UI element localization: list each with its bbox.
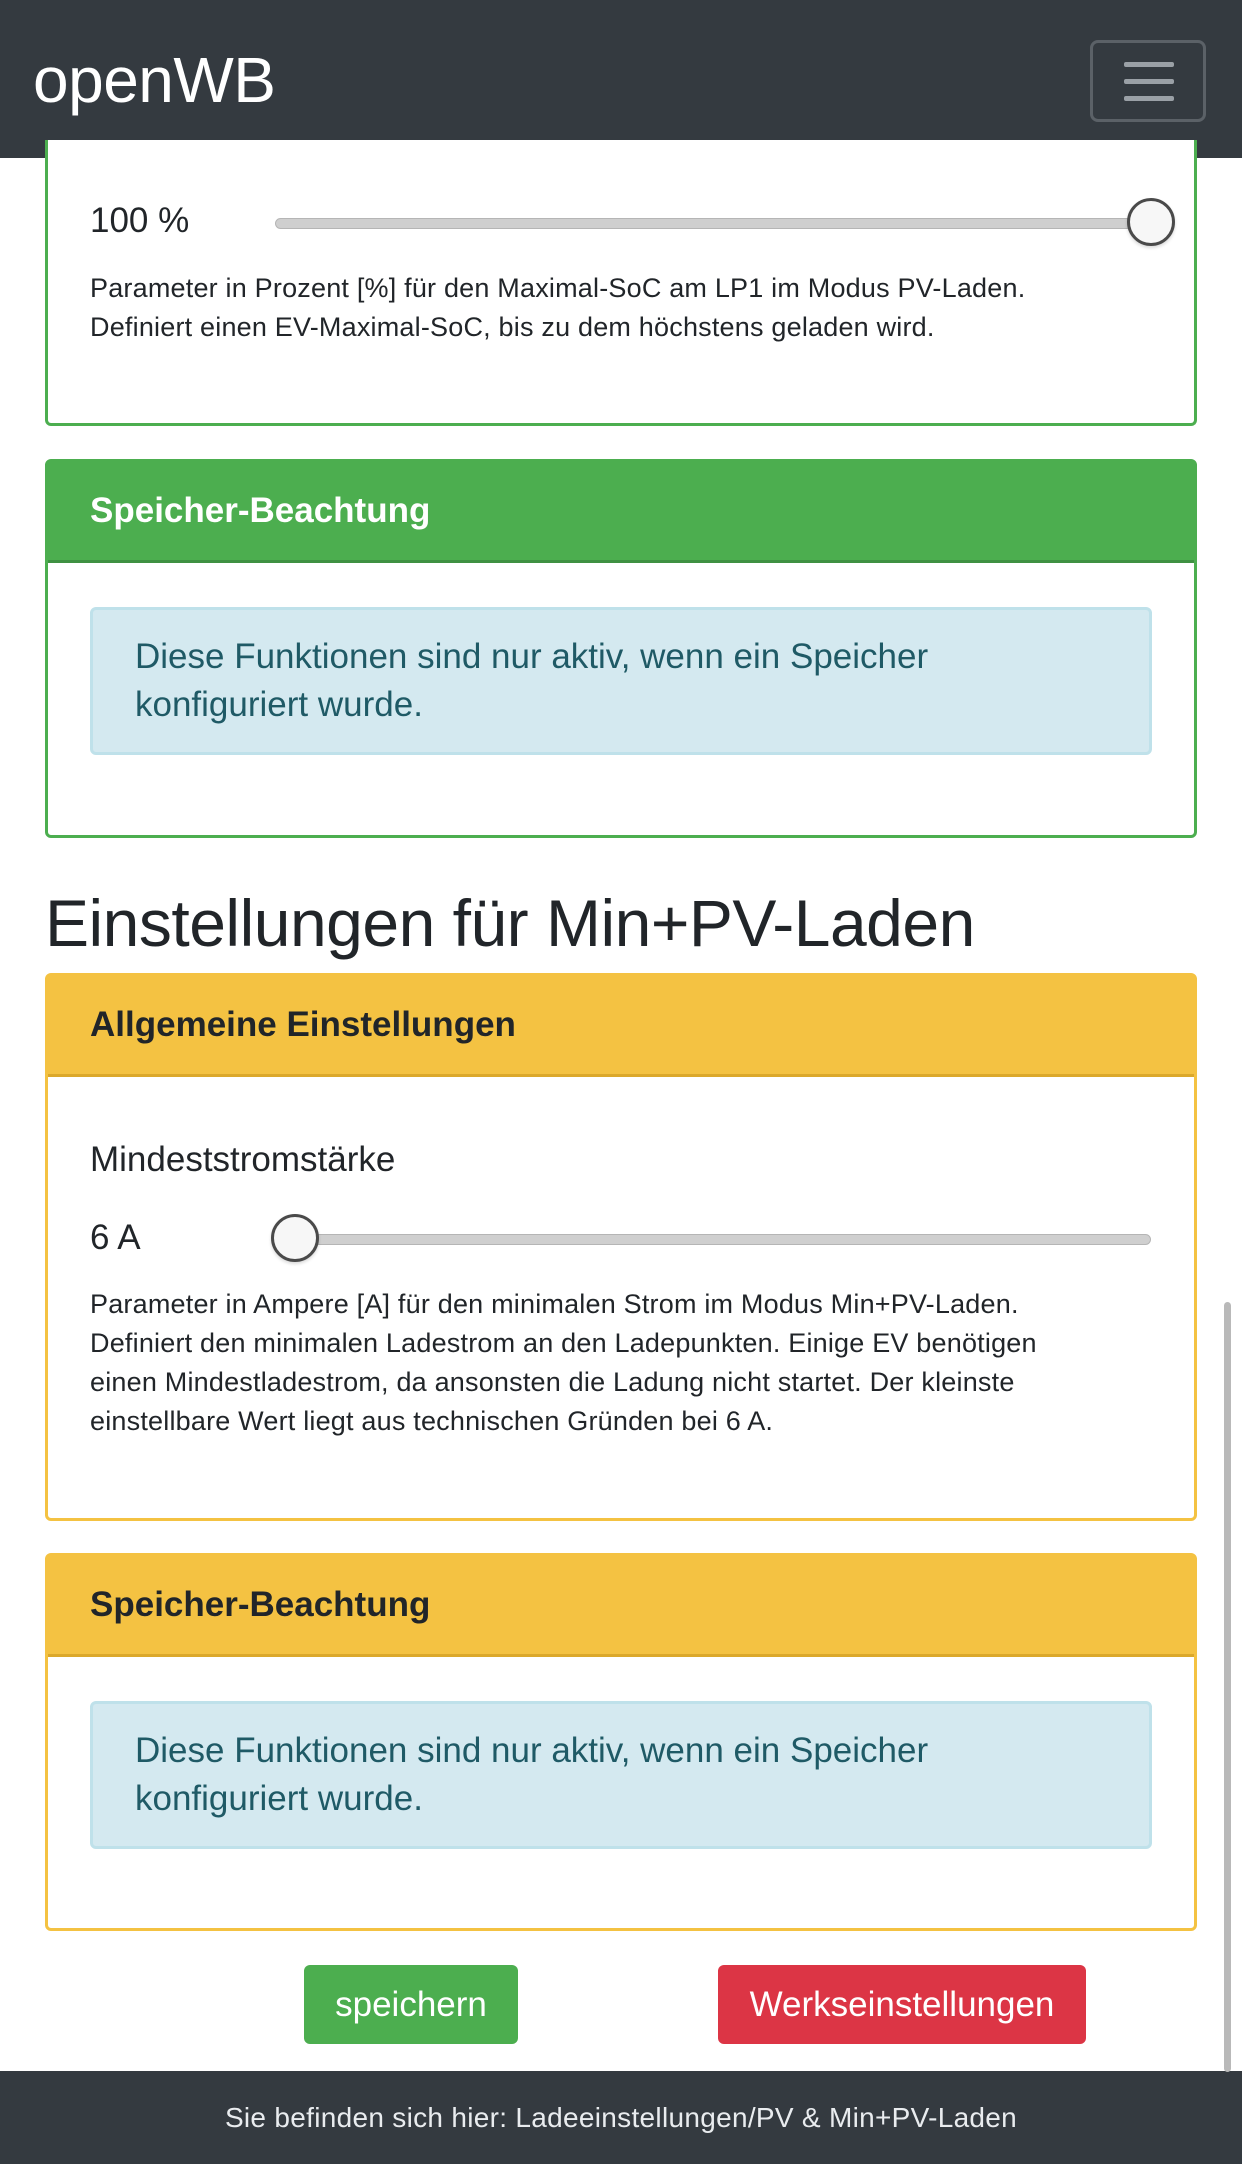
max-soc-help-line2: Definiert einen EV-Maximal-SoC, bis zu dem höchstens geladen wird.: [90, 312, 935, 342]
alert-text-line1: Diese Funktionen sind nur aktiv, wenn ein Speicher: [135, 1731, 929, 1770]
max-soc-value: 100 %: [90, 201, 190, 240]
min-current-help-line1: Parameter in Ampere [A] für den minimalen Strom im Modus Min+PV-Laden.: [90, 1289, 1019, 1319]
pv-speicher-card-title: Speicher-Beachtung: [48, 462, 1194, 563]
min-current-label: Mindeststromstärke: [90, 1140, 396, 1179]
minpv-general-card-title: Allgemeine Einstellungen: [48, 976, 1194, 1077]
navbar: [0, 0, 1242, 158]
slider-track[interactable]: [295, 1234, 1151, 1245]
pv-speicher-card: [45, 459, 1197, 838]
min-current-help-line3: einen Mindestladestrom, da ansonsten die Ladung nicht startet. Der kleinste: [90, 1367, 1015, 1397]
minpv-speicher-info-alert: [90, 1701, 1152, 1849]
alert-text-line2: konfiguriert wurde.: [135, 1779, 423, 1818]
page-scrollbar[interactable]: [1224, 1302, 1231, 2072]
section-title-minpv: Einstellungen für Min+PV-Laden: [45, 886, 975, 960]
max-soc-slider[interactable]: [275, 198, 1151, 248]
minpv-speicher-card: [45, 1553, 1197, 1931]
min-current-help-line2: Definiert den minimalen Ladestrom an den Ladepunkten. Einige EV benötigen: [90, 1328, 1037, 1358]
alert-text-line2: konfiguriert wurde.: [135, 685, 423, 724]
max-soc-help-line1: Parameter in Prozent [%] für den Maximal-SoC am LP1 im Modus PV-Laden.: [90, 273, 1026, 303]
menu-toggle-button[interactable]: [1090, 40, 1206, 122]
slider-track[interactable]: [275, 218, 1151, 229]
slider-thumb[interactable]: [271, 1214, 319, 1262]
brand-logo[interactable]: openWB: [33, 44, 276, 116]
factory-reset-button[interactable]: Werkseinstellungen: [718, 1965, 1086, 2044]
min-current-value: 6 A: [90, 1218, 141, 1257]
hamburger-menu-icon: [1124, 62, 1174, 67]
save-button[interactable]: speichern: [304, 1965, 518, 2044]
min-current-slider[interactable]: [295, 1214, 1151, 1264]
hamburger-menu-icon-bar: [1124, 96, 1174, 101]
pv-speicher-info-alert: [90, 607, 1152, 755]
alert-text-line1: Diese Funktionen sind nur aktiv, wenn ein Speicher: [135, 637, 929, 676]
min-current-help-line4: einstellbare Wert liegt aus technischen Gründen bei 6 A.: [90, 1406, 774, 1436]
footer-breadcrumb: Sie befinden sich hier: Ladeeinstellungen/PV & Min+PV-Laden: [0, 2071, 1242, 2164]
slider-thumb[interactable]: [1127, 198, 1175, 246]
hamburger-menu-icon-bar: [1124, 79, 1174, 84]
minpv-speicher-card-title: Speicher-Beachtung: [48, 1556, 1194, 1657]
